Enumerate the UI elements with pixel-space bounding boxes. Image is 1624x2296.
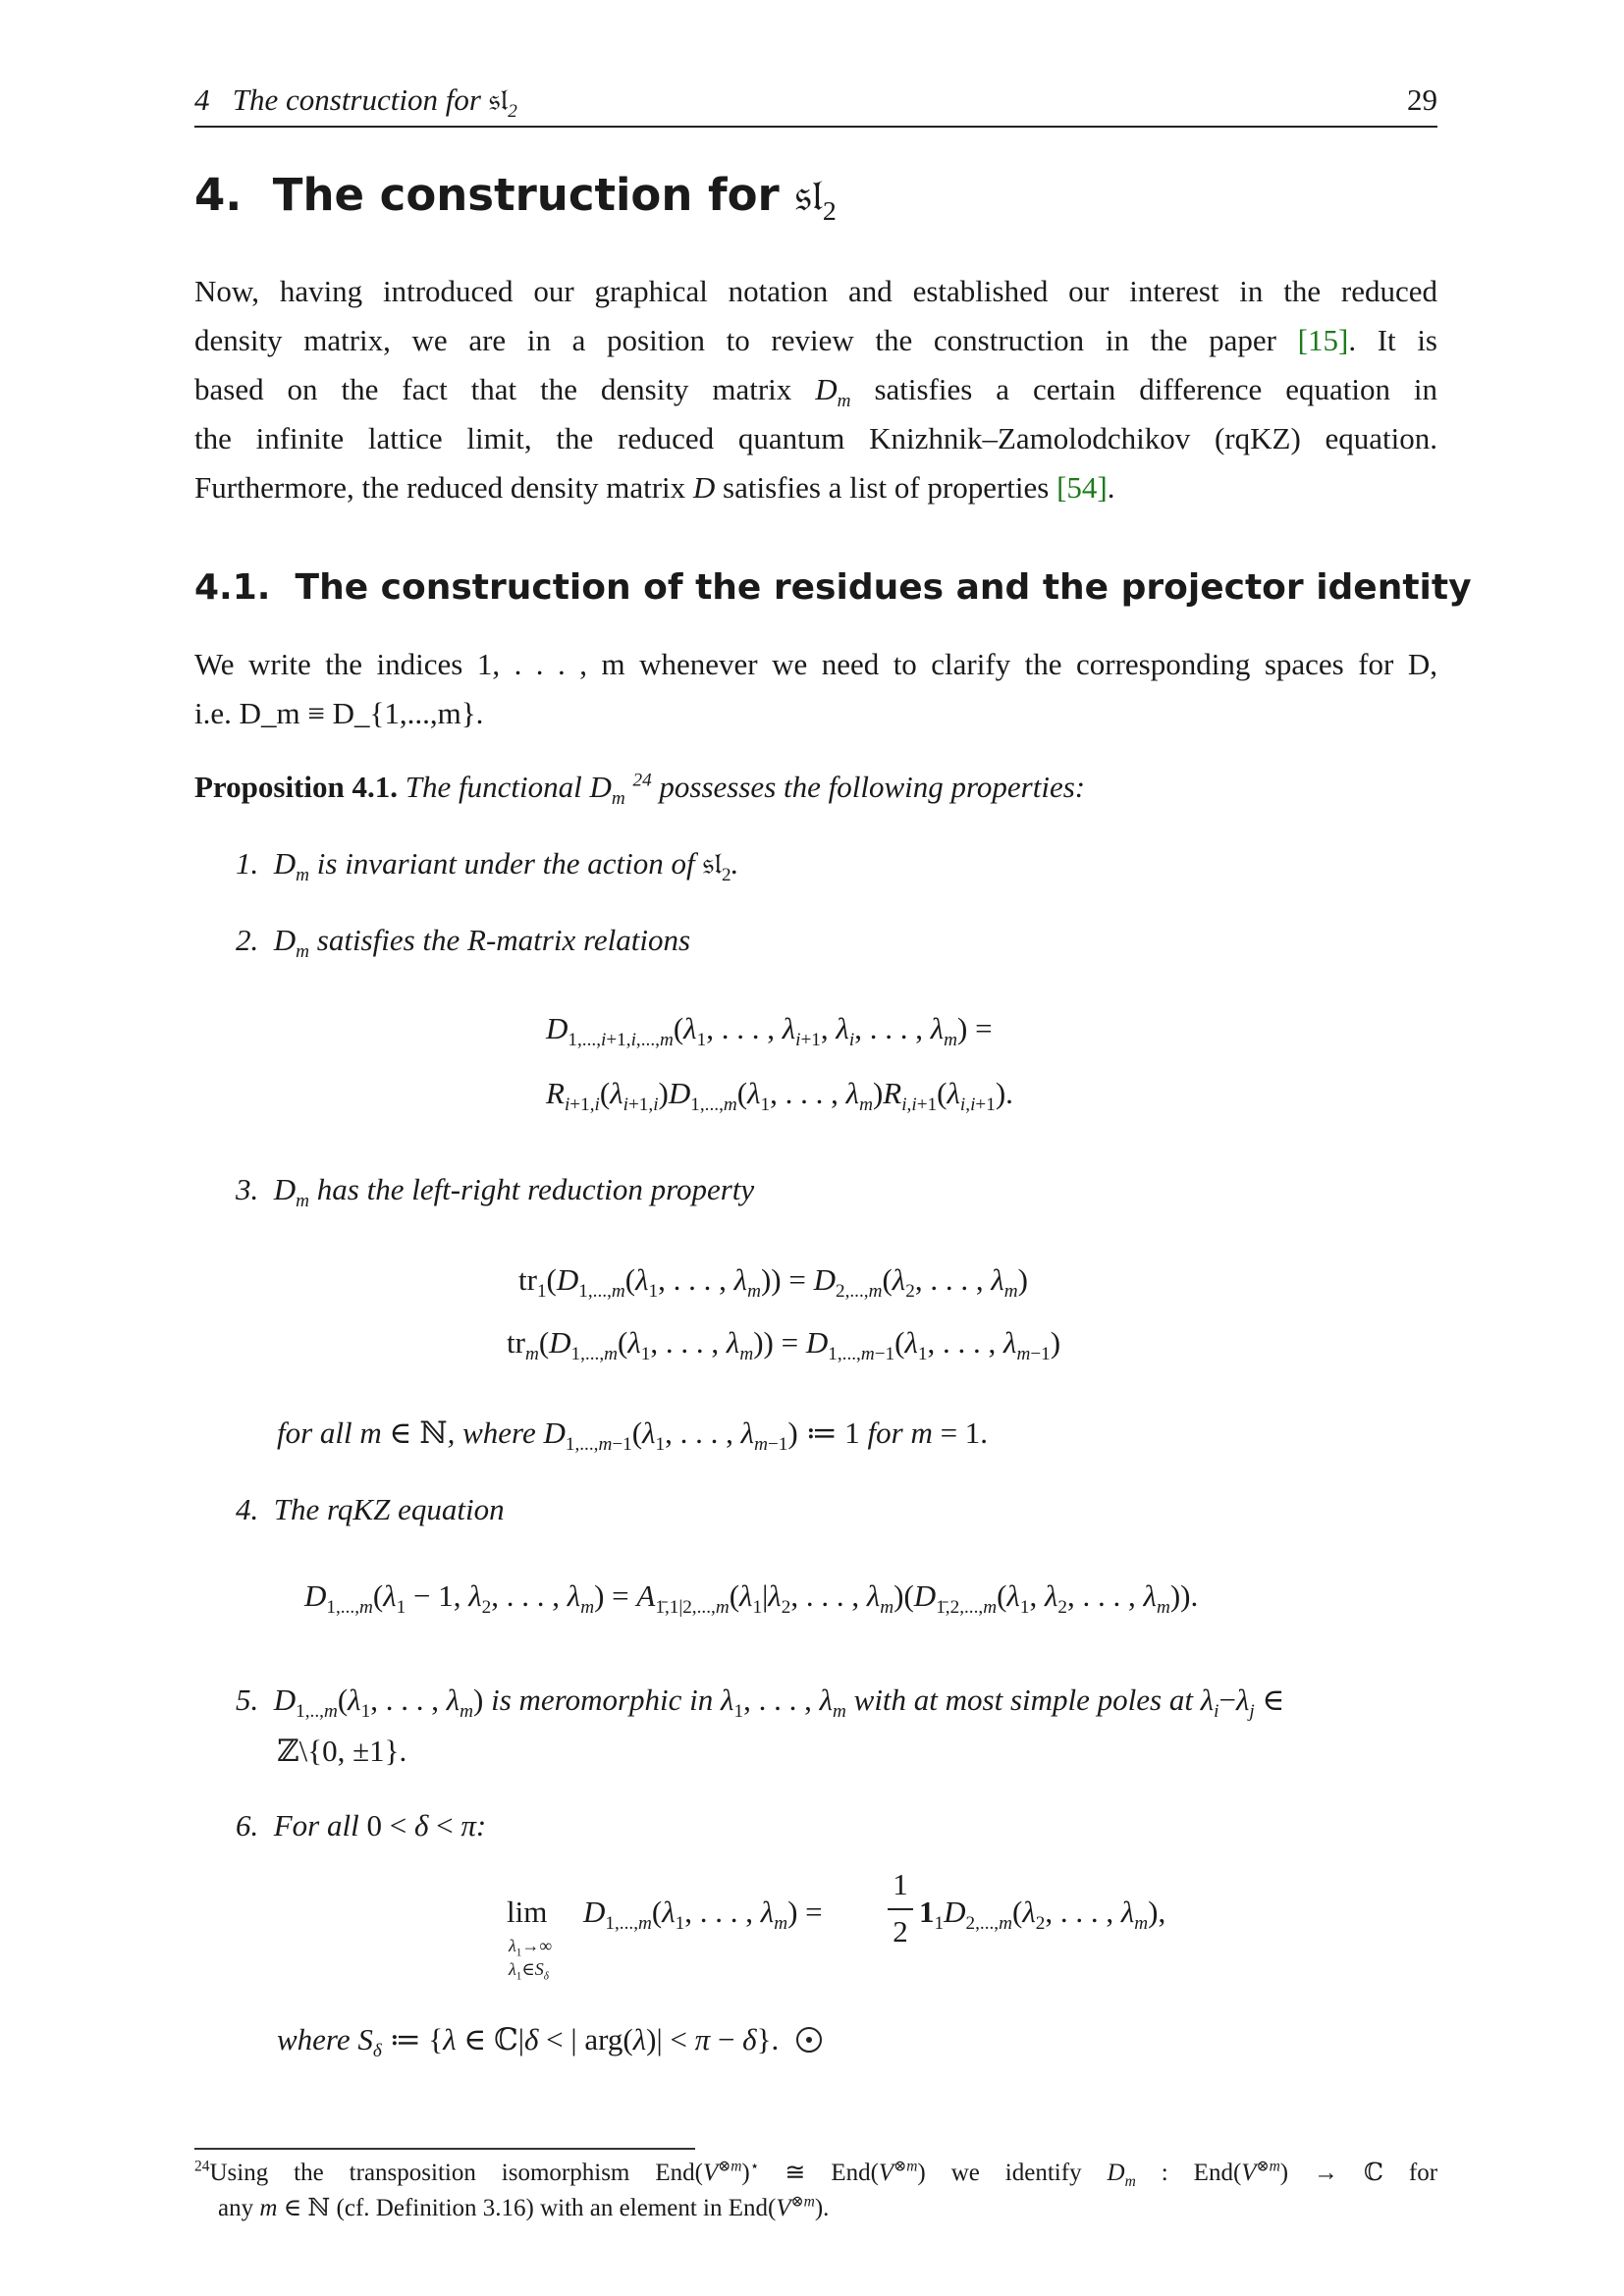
- footnote: [194, 2156, 1437, 2226]
- chapter-number: 4: [194, 82, 210, 117]
- footnote-line: $^{24}$Using the transposition isomorphism $End(V^{\otimes m})^⋆$ ≅ $End(V^{\otimes m})$ we identify $D_m$ : $End(V^{\otimes m})$ → ℂ for: [194, 2158, 1438, 2190]
- footnote-text: (cf. Definition 3.16) with an element in: [336, 2195, 723, 2221]
- item-text: where: [462, 1415, 536, 1450]
- equation-r-matrix: $D_{1,...,i+1,i,...,m}(\lambda_1$, . . . , $\lambda_{i+1}$, $\lambda_i$, . . . , $\lambda_m$) =: [546, 1011, 993, 1051]
- intro-line: the infinite lattice limit, the reduced quantum Knizhnik–Zamolodchikov (rqKZ) equation.: [194, 421, 1437, 455]
- page: 4 The construction for 𝔰𝔩$_2$ 29 4. The construction for 𝔰𝔩$_2$ Now, having introduced our graphical notation and established our interest in the reduced density matrix, we are in a position to review the construction in the paper [15]. It is based on the fact that the density matrix $D_m$ satisfies a certain difference equation in the infinite lattice limit, the reduced quantum Knizhnik–Zamolodchikov (rqKZ) equation. Furthermore, the reduced density matrix D satisfies a list of properties [54]. 4.1. The construction of the residues and the projector identity We write the indices 1, . . . , m whenever we need to clarify the corresponding spaces for D, i.e. D_m ≡ D_{1,...,m}. Proposition 4.1. The functional $D_m$ $^{24}$ possesses the following properties: 1. $D_m$ is invariant under the action of 𝔰𝔩$_2$. 2. $D_m$ satisfies the R-matrix relations $D_{1,...,i+1,i,...,m}(\lambda_1$, . . . , $\lambda_{i+1}$, $\lambda_i$, . . . , $\lambda_m$) = $R_{i+1,i}(\lambda_{i+1,i})D_{1,...,m}(\lambda_1$, . . . , $\lambda_m)R_{i,i+1}(\lambda_{i,i+1})$. 3. $D_m$ has the left-right reduction property $tr_1(D_{1,...,m}(\lambda_1$, . . . , $\lambda_m)) = D_{2,...,m}(\lambda_2$, . . . , $\lambda_m$) $tr_m(D_{1,...,m}(\lambda_1$, . . . , $\lambda_m)) = D_{1,...,m-1}(\lambda_1$, . . . , $\lambda_{m-1}$) for all m ∈ ℕ, where $D_{1,...,m-1}(\lambda_1$, . . . , $\lambda_{m-1}$) ≔ 1 for m = 1. 4. The rqKZ equation $D_{1,...,m}(\lambda_1 - 1$, $\lambda_2$, . . . , $\lambda_m) = A_{1̄,1|2,...,m}(\lambda_1|\lambda_2$, . . . , $\lambda_m)(D_{1̄,2,...,m}(\lambda_1$, $\lambda_2$, . . . , $\lambda_m$)). 5. $D_{1,..,m}(\lambda_1$, . . . , $\lambda_m$) is meromorphic in $\lambda_1$, . . . , $\lambda_m$ with at most simple poles at $\lambda_i-\lambda_j$ ∈ ℤ\{0, ±1}. 6. For all 0 < δ < π: lim $\lambda_1\to\infty$ $\lambda_1\in S_\delta$ $D_{1,...,m}(\lambda_1$, . . . , $\lambda_m$) = 1 2 $1_1D_{2,...,m}(\lambda_2$, . . . , $\lambda_m$), where $S_\delta$ ≔ {λ ∈ ℂ|δ < | arg(λ)| < π − δ}. $^{24}$Using the transposition isomorphism $End(V^{\otimes m})^⋆$ ≅ $End(V^{\otimes m})$ we identify $D_m$ : $End(V^{\otimes m})$ → ℂ for any m ∈ ℕ (cf. Definition 3.16) with an element in $End(V^{\otimes m})$.: [0, 0, 1624, 2296]
- item-text: For all: [273, 1808, 359, 1842]
- footnote-line: any m ∈ ℕ (cf. Definition 3.16) with an element in $End(V^{\otimes m})$.: [218, 2193, 830, 2221]
- item-3-condition: for all m ∈ ℕ, where $D_{1,...,m-1}(\lambda_1$, . . . , $\lambda_{m-1}$) ≔ 1 for m = 1.: [277, 1415, 989, 1456]
- footnote-number: 24: [194, 2158, 210, 2175]
- item-text: is invariant under the action of: [316, 846, 695, 881]
- item-text: for all: [277, 1415, 352, 1450]
- item-5-set: ℤ\{0, ±1}.: [277, 1734, 407, 1768]
- algebra-symbol: 𝔰𝔩: [488, 82, 509, 117]
- item-number: 4.: [236, 1492, 259, 1526]
- intro-text: satisfies a list of properties: [723, 470, 1050, 505]
- item-text: for: [867, 1415, 903, 1450]
- equation-reduction-left: $tr_1(D_{1,...,m}(\lambda_1$, . . . , $\lambda_m)) = D_{2,...,m}(\lambda_2$, . . . , $\lambda_m$): [518, 1262, 1028, 1303]
- footnote-text: for: [1408, 2160, 1438, 2186]
- item-text: has the left-right reduction property: [316, 1172, 755, 1206]
- footnote-text: any: [218, 2195, 254, 2221]
- item-text: The rqKZ equation: [273, 1492, 505, 1526]
- section-algebra: 𝔰𝔩: [794, 171, 823, 220]
- intro-text: density matrix, we are in a position to review the construction in the paper: [194, 323, 1276, 357]
- indices-paragraph: [194, 640, 1437, 738]
- proposition-label: Proposition 4.1.: [194, 770, 398, 804]
- section-algebra-sub: 2: [822, 196, 837, 227]
- item-6-condition: where $S_\delta$ ≔ {λ ∈ ℂ|δ < | arg(λ)| < π − δ}.: [277, 2022, 822, 2057]
- item-number: 2.: [236, 923, 259, 957]
- section-title-text: The construction for: [272, 169, 780, 221]
- proposition-text: possesses the following properties:: [659, 770, 1086, 804]
- subsection-title: [194, 567, 1472, 608]
- proposition-text: The functional: [405, 770, 582, 804]
- footnote-rule: [194, 2148, 695, 2150]
- intro-line: based on the fact that the density matrix $D_m$ satisfies a certain difference equation in: [194, 372, 1437, 412]
- intro-text: .: [1107, 470, 1115, 505]
- item-number: 6.: [236, 1808, 259, 1842]
- intro-line: Furthermore, the reduced density matrix D satisfies a list of properties [54].: [194, 470, 1115, 505]
- intro-text: satisfies a certain difference equation in: [874, 372, 1437, 406]
- intro-line: [194, 316, 1437, 365]
- subsection-title-text: The construction of the residues and the projector identity: [295, 567, 1472, 608]
- item-number: 1.: [236, 846, 259, 881]
- equation-r-matrix: $R_{i+1,i}(\lambda_{i+1,i})D_{1,...,m}(\lambda_1$, . . . , $\lambda_m)R_{i,i+1}(\lambda_{i,i+1})$.: [546, 1076, 1013, 1116]
- intro-line: Now, having introduced our graphical notation and established our interest in the reduced: [194, 274, 1437, 308]
- item-number: 5.: [236, 1682, 259, 1717]
- list-item: 1. $D_m$ is invariant under the action of 𝔰𝔩$_2$.: [236, 846, 739, 886]
- intro-paragraph: [194, 267, 1437, 512]
- item-text: satisfies the R-matrix relations: [316, 923, 691, 957]
- equation-reduction-right: $tr_m(D_{1,...,m}(\lambda_1$, . . . , $\lambda_m)) = D_{1,...,m-1}(\lambda_1$, . . . , $\lambda_{m-1}$): [507, 1325, 1061, 1365]
- intro-text: Furthermore, the reduced density matrix: [194, 470, 686, 505]
- indices-line: We write the indices 1, . . . , m whenever we need to clarify the corresponding spaces for D,: [194, 647, 1437, 681]
- footnote-text: we identify: [950, 2160, 1082, 2186]
- list-item: 5. $D_{1,..,m}(\lambda_1$, . . . , $\lambda_m$) is meromorphic in $\lambda_1$, . . . , $\lambda_m$ with at most simple poles at $\lambda_i-\lambda_j$ ∈: [236, 1682, 1285, 1723]
- citation-link[interactable]: [15]: [1297, 323, 1349, 357]
- algebra-sub: 2: [508, 101, 517, 123]
- list-item: 6. For all 0 < δ < π:: [236, 1808, 487, 1842]
- section-number: 4.: [194, 169, 243, 221]
- intro-text: . It is: [1348, 323, 1437, 357]
- section-title: [194, 169, 837, 227]
- chapter-title: The construction for: [232, 82, 481, 117]
- end-of-proposition-icon: [796, 2027, 822, 2053]
- subsection-number: 4.1.: [194, 567, 271, 608]
- header-rule: [194, 126, 1437, 128]
- item-text: is meromorphic in: [491, 1682, 714, 1717]
- indices-line: i.e. D_m ≡ D_{1,...,m}.: [194, 696, 484, 730]
- footnote-mark[interactable]: 24: [632, 770, 652, 791]
- citation-link[interactable]: [54]: [1056, 470, 1108, 505]
- list-item: [236, 1492, 505, 1527]
- page-number: 29: [1407, 82, 1437, 117]
- list-item: 3. $D_m$ has the left-right reduction property: [236, 1172, 755, 1212]
- item-text: with at most simple poles at: [853, 1682, 1193, 1717]
- running-head: [194, 82, 1437, 122]
- equation-rqkz: $D_{1,...,m}(\lambda_1 - 1$, $\lambda_2$, . . . , $\lambda_m) = A_{1̄,1|2,...,m}(\lambda_1|\lambda_2$, . . . , $\lambda_m)(D_{1̄,2,...,m}(\lambda_1$, $\lambda_2$, . . . , $\lambda_m$)).: [304, 1578, 1199, 1619]
- footnote-text: Using the transposition isomorphism: [209, 2160, 630, 2186]
- intro-text: based on the fact that the density matrix: [194, 372, 792, 406]
- proposition: Proposition 4.1. The functional $D_m$ $^{24}$ possesses the following properties:: [194, 770, 1086, 810]
- item-number: 3.: [236, 1172, 259, 1206]
- item-text: where: [277, 2022, 351, 2056]
- list-item: 2. $D_m$ satisfies the R-matrix relations: [236, 923, 691, 963]
